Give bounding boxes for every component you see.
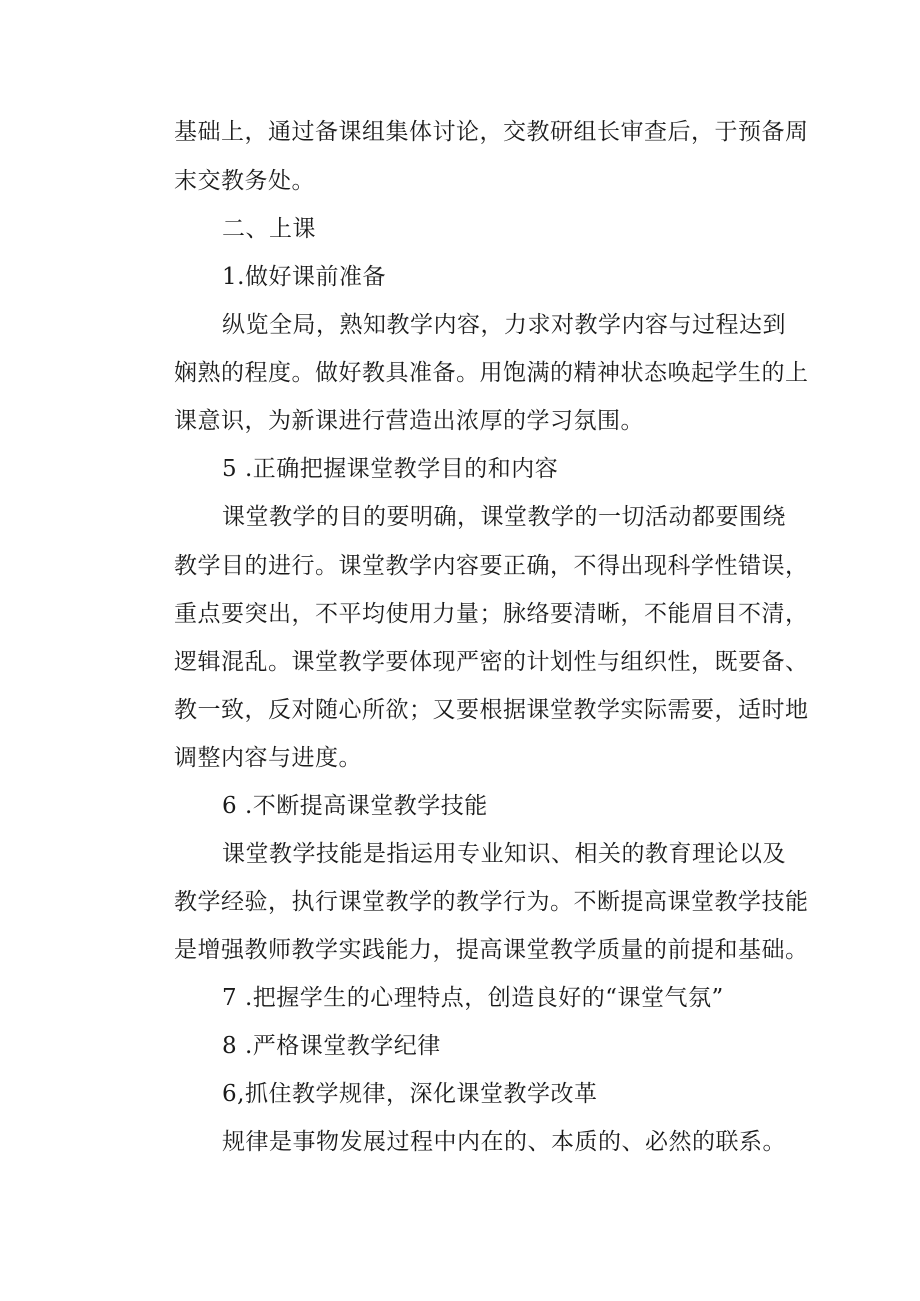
paragraph-line: 基础上，通过备课组集体讨论，交教研组长审查后，于预备周 <box>174 119 809 145</box>
subsection-heading: 6,抓住教学规律，深化课堂教学改革 <box>222 1081 598 1107</box>
paragraph-line: 调整内容与进度。 <box>174 745 362 771</box>
paragraph-line: 教学目的进行。课堂教学内容要正确，不得出现科学性错误， <box>174 553 809 579</box>
paragraph-line: 课堂教学技能是指运用专业知识、相关的教育理论以及 <box>222 841 786 867</box>
paragraph-line: 教学经验，执行课堂教学的教学行为。不断提高课堂教学技能 <box>174 889 809 915</box>
paragraph-line: 娴熟的程度。做好教具准备。用饱满的精神状态唤起学生的上 <box>174 360 809 386</box>
subsection-heading: 8 .严格课堂教学纪律 <box>222 1033 441 1059</box>
paragraph-line: 纵览全局，熟知教学内容，力求对教学内容与过程达到 <box>222 312 786 338</box>
paragraph-line: 课堂教学的目的要明确，课堂教学的一切活动都要围绕 <box>222 504 786 530</box>
paragraph-line: 教一致，反对随心所欲；又要根据课堂教学实际需要，适时地 <box>174 697 809 723</box>
paragraph-line: 重点要突出，不平均使用力量；脉络要清晰，不能眉目不清， <box>174 601 809 627</box>
paragraph-line: 是增强教师教学实践能力，提高课堂教学质量的前提和基础。 <box>174 937 809 963</box>
paragraph-line: 末交教务处。 <box>174 168 315 194</box>
subsection-heading: 6 .不断提高课堂教学技能 <box>222 793 488 819</box>
subsection-heading: 5 .正确把握课堂教学目的和内容 <box>222 456 559 482</box>
subsection-heading: 7 .把握学生的心理特点，创造良好的“课堂气氛” <box>222 985 724 1011</box>
paragraph-line: 课意识，为新课进行营造出浓厚的学习氛围。 <box>174 408 644 434</box>
paragraph-line: 逻辑混乱。课堂教学要体现严密的计划性与组织性，既要备、 <box>174 649 809 675</box>
section-heading: 二、上课 <box>222 216 316 242</box>
paragraph-line: 规律是事物发展过程中内在的、本质的、必然的联系。 <box>222 1129 786 1155</box>
subsection-heading: 1.做好课前准备 <box>222 264 386 290</box>
